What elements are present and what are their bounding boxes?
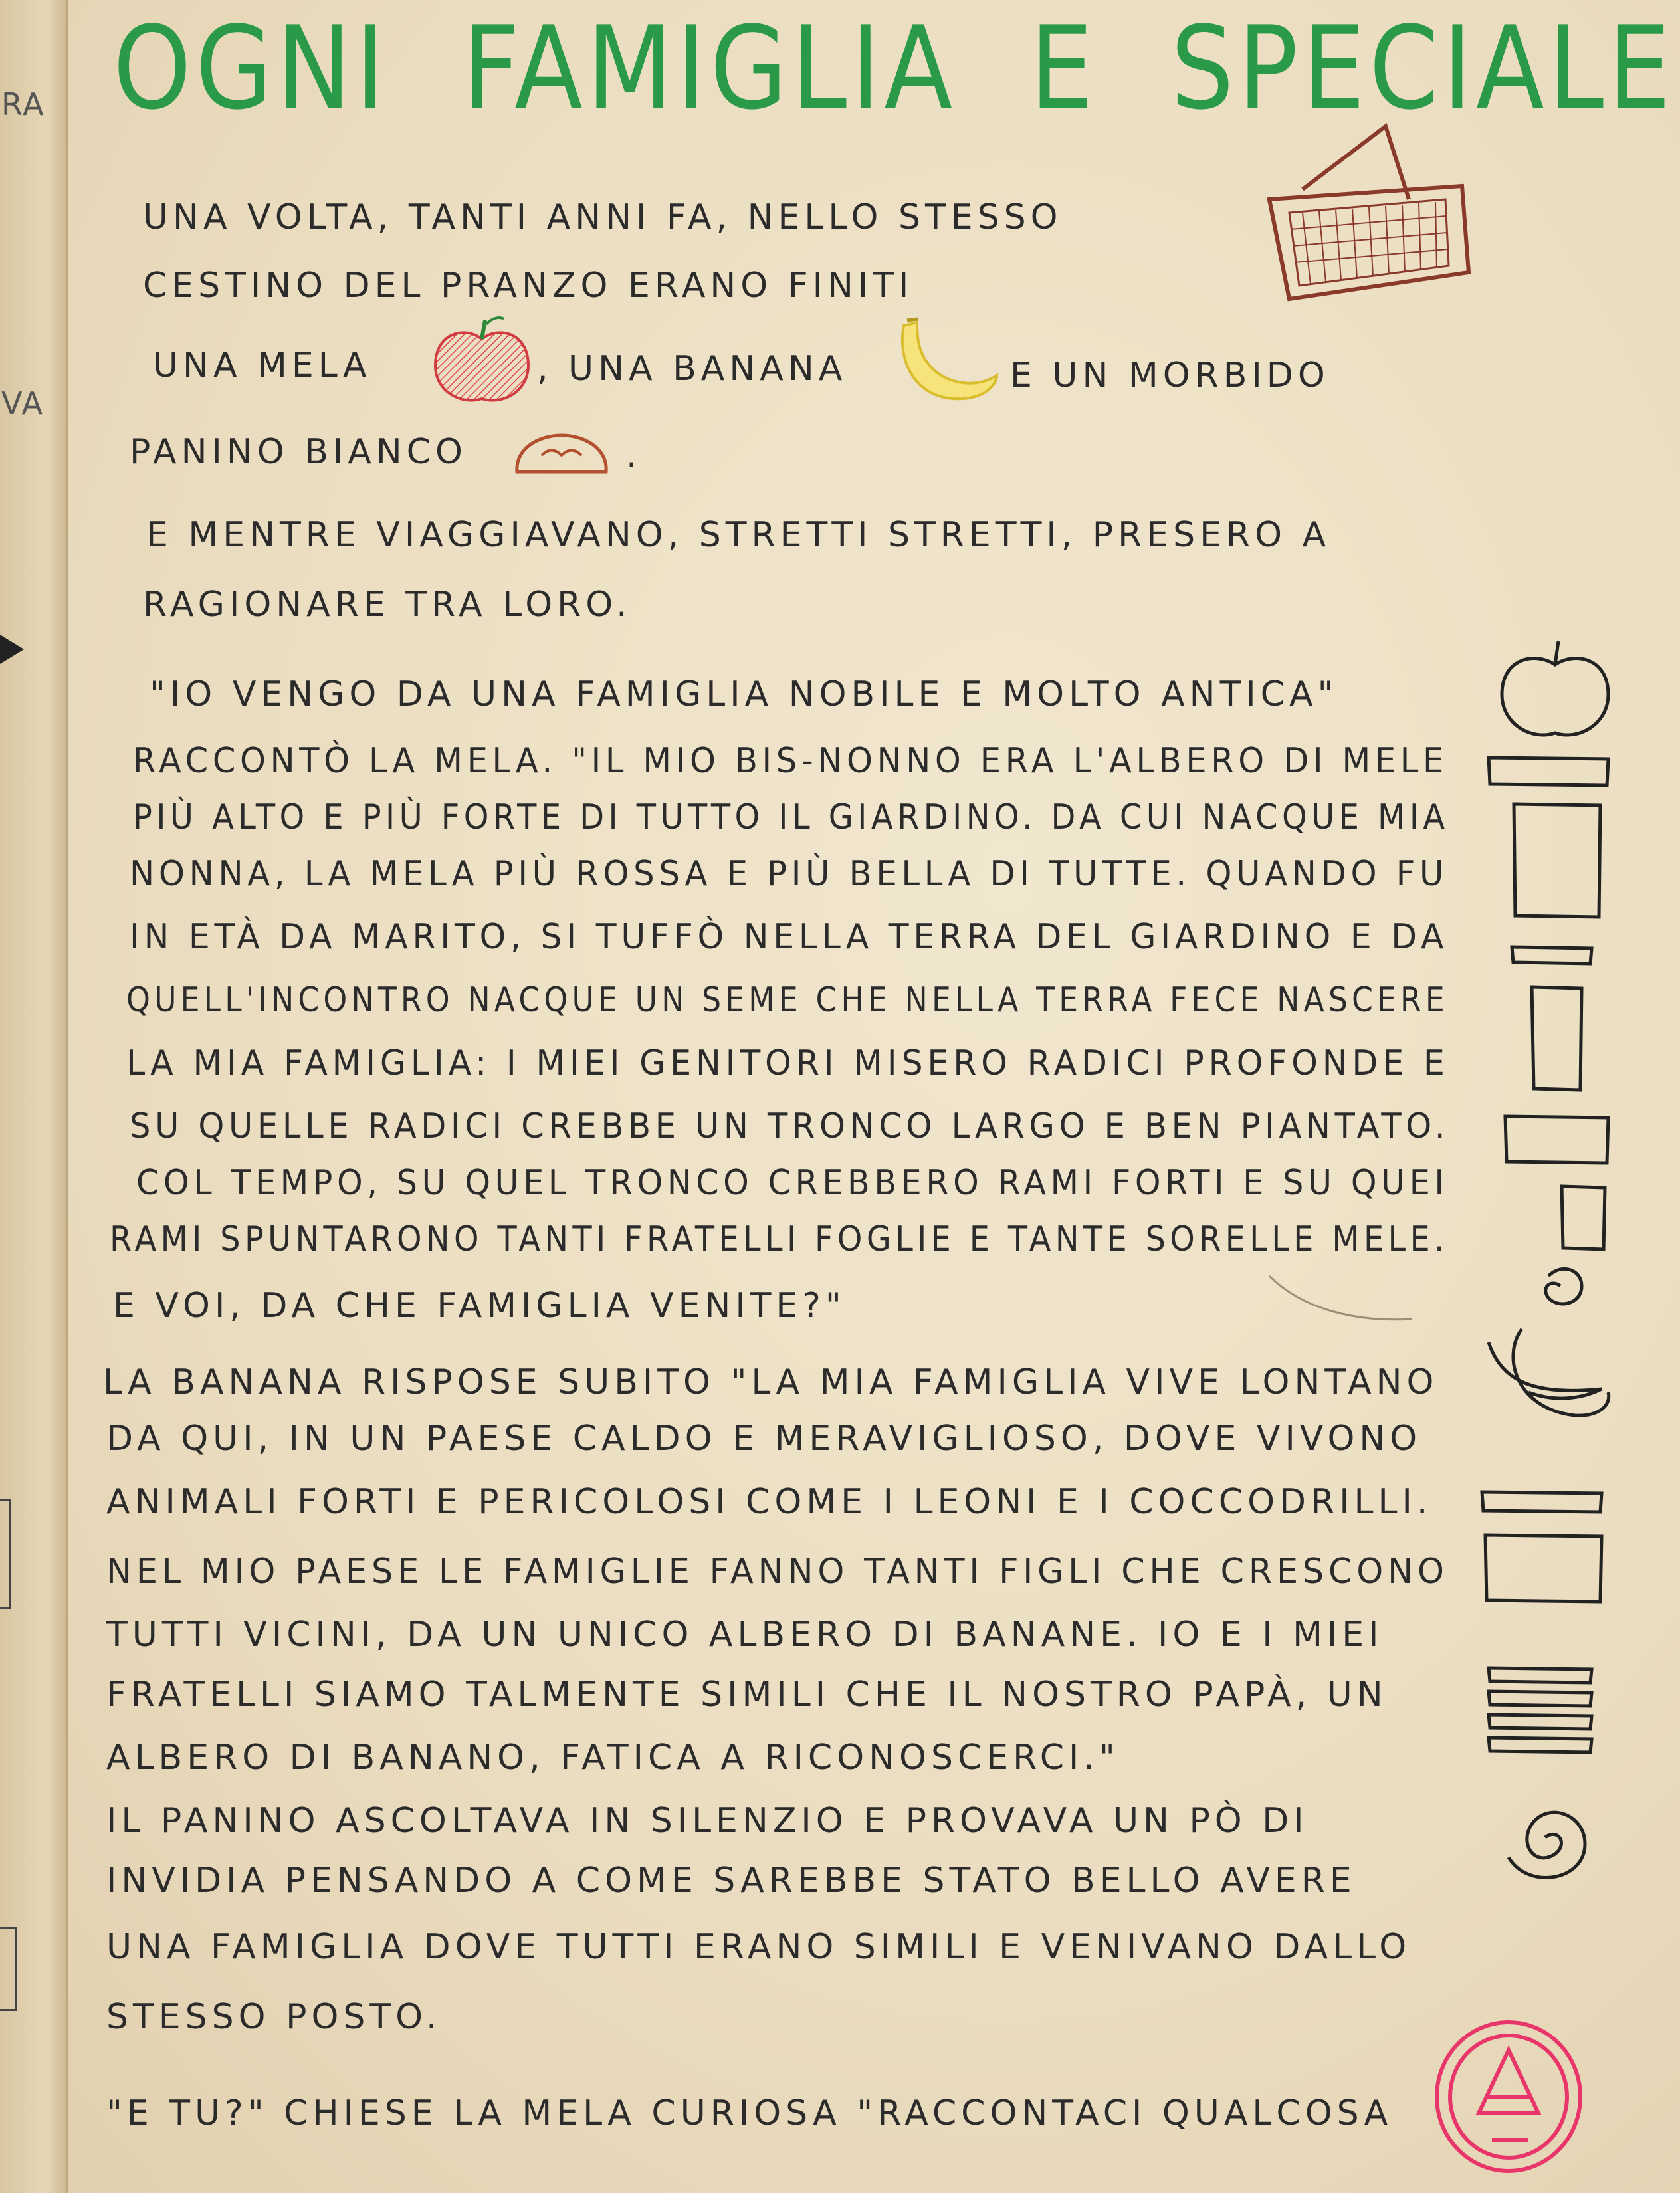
pencil-stroke bbox=[1263, 1269, 1422, 1329]
story-line: , UNA BANANA bbox=[537, 349, 847, 389]
story-line: RAGIONARE TRA LORO. bbox=[143, 585, 632, 625]
story-line: UNA MELA bbox=[153, 346, 371, 385]
title-word: SPECIALE bbox=[1170, 2, 1675, 136]
margin-doodle-stack bbox=[1469, 1475, 1622, 1887]
story-line: ALBERO DI BANANO, FATICA A RICONOSCERCI." bbox=[106, 1738, 1120, 1778]
story-line: PIÙ ALTO E PIÙ FORTE DI TUTTO IL GIARDINO. DA CUI NACQUE MIA bbox=[133, 797, 1449, 837]
story-line: RAMI SPUNTARONO TANTI FRATELLI FOGLIE E TANTE SORELLE MELE. bbox=[110, 1219, 1449, 1259]
story-line: COL TEMPO, SU QUEL TRONCO CREBBERO RAMI FORTI E SU QUEI bbox=[136, 1163, 1449, 1203]
banana-icon bbox=[891, 312, 1003, 412]
arrow-marker bbox=[0, 635, 24, 664]
previous-page-fragment: VA bbox=[1, 385, 44, 421]
story-line: FRATELLI SIAMO TALMENTE SIMILI CHE IL NOSTRO PAPÀ, UN bbox=[106, 1675, 1388, 1715]
apple-outline-icon bbox=[1489, 635, 1622, 748]
story-line: E VOI, DA CHE FAMIGLIA VENITE?" bbox=[113, 1286, 846, 1326]
story-line: IL PANINO ASCOLTAVA IN SILENZIO E PROVAVA UN PÒ DI bbox=[106, 1801, 1309, 1841]
previous-page-fragment: RA bbox=[1, 86, 45, 122]
title-word: E bbox=[1029, 2, 1097, 136]
story-line: LA MIA FAMIGLIA: I MIEI GENITORI MISERO RADICI PROFONDE E bbox=[126, 1043, 1449, 1083]
title-word: OGNI bbox=[113, 2, 389, 136]
story-line: STESSO POSTO. bbox=[106, 1997, 442, 2037]
margin-doodle-shapes bbox=[1475, 744, 1622, 1475]
stamp-icon bbox=[1429, 2014, 1588, 2180]
story-line: LA BANANA RISPOSE SUBITO "LA MIA FAMIGLIA VIVE LONTANO bbox=[103, 1362, 1439, 1402]
story-line: . bbox=[626, 435, 642, 475]
previous-page-box bbox=[0, 1927, 17, 2011]
story-line: RACCONTÒ LA MELA. "IL MIO BIS-NONNO ERA L'ALBERO DI MELE bbox=[133, 741, 1448, 781]
story-line: PANINO BIANCO bbox=[130, 432, 467, 472]
story-line: "IO VENGO DA UNA FAMIGLIA NOBILE E MOLTO ANTICA" bbox=[150, 675, 1338, 714]
basket-icon bbox=[1249, 113, 1482, 319]
apple-icon bbox=[425, 312, 538, 412]
story-line: E MENTRE VIAGGIAVANO, STRETTI STRETTI, PRESERO A bbox=[146, 515, 1331, 555]
previous-page-edge bbox=[0, 0, 68, 2193]
story-line: UNA VOLTA, TANTI ANNI FA, NELLO STESSO bbox=[143, 197, 1063, 237]
story-line: NEL MIO PAESE LE FAMIGLIE FANNO TANTI FIGLI CHE CRESCONO bbox=[106, 1552, 1449, 1592]
story-line: ANIMALI FORTI E PERICOLOSI COME I LEONI E I COCCODRILLI. bbox=[106, 1482, 1433, 1522]
previous-page-box bbox=[0, 1499, 11, 1609]
story-line: DA QUI, IN UN PAESE CALDO E MERAVIGLIOSO, DOVE VIVONO bbox=[106, 1419, 1422, 1459]
story-line: CESTINO DEL PRANZO ERANO FINITI bbox=[143, 266, 914, 306]
story-line: E UN MORBIDO bbox=[1010, 356, 1330, 395]
story-line: SU QUELLE RADICI CREBBE UN TRONCO LARGO E BEN PIANTATO. bbox=[130, 1106, 1450, 1146]
story-line: TUTTI VICINI, DA UN UNICO ALBERO DI BANANE. IO E I MIEI bbox=[106, 1615, 1384, 1655]
story-line: "E TU?" CHIESE LA MELA CURIOSA "RACCONTACI QUALCOSA bbox=[106, 2093, 1393, 2133]
title-word: FAMIGLIA bbox=[462, 2, 957, 136]
story-line: NONNA, LA MELA PIÙ ROSSA E PIÙ BELLA DI TUTTE. QUANDO FU bbox=[130, 854, 1449, 894]
story-line: INVIDIA PENSANDO A COME SAREBBE STATO BELLO AVERE bbox=[106, 1861, 1356, 1901]
story-line: IN ETÀ DA MARITO, SI TUFFÒ NELLA TERRA DEL GIARDINO E DA bbox=[130, 917, 1449, 957]
story-line: UNA FAMIGLIA DOVE TUTTI ERANO SIMILI E VENIVANO DALLO bbox=[106, 1927, 1412, 1967]
story-line: QUELL'INCONTRO NACQUE UN SEME CHE NELLA TERRA FECE NASCERE bbox=[126, 980, 1449, 1020]
bread-roll-icon bbox=[512, 429, 611, 482]
